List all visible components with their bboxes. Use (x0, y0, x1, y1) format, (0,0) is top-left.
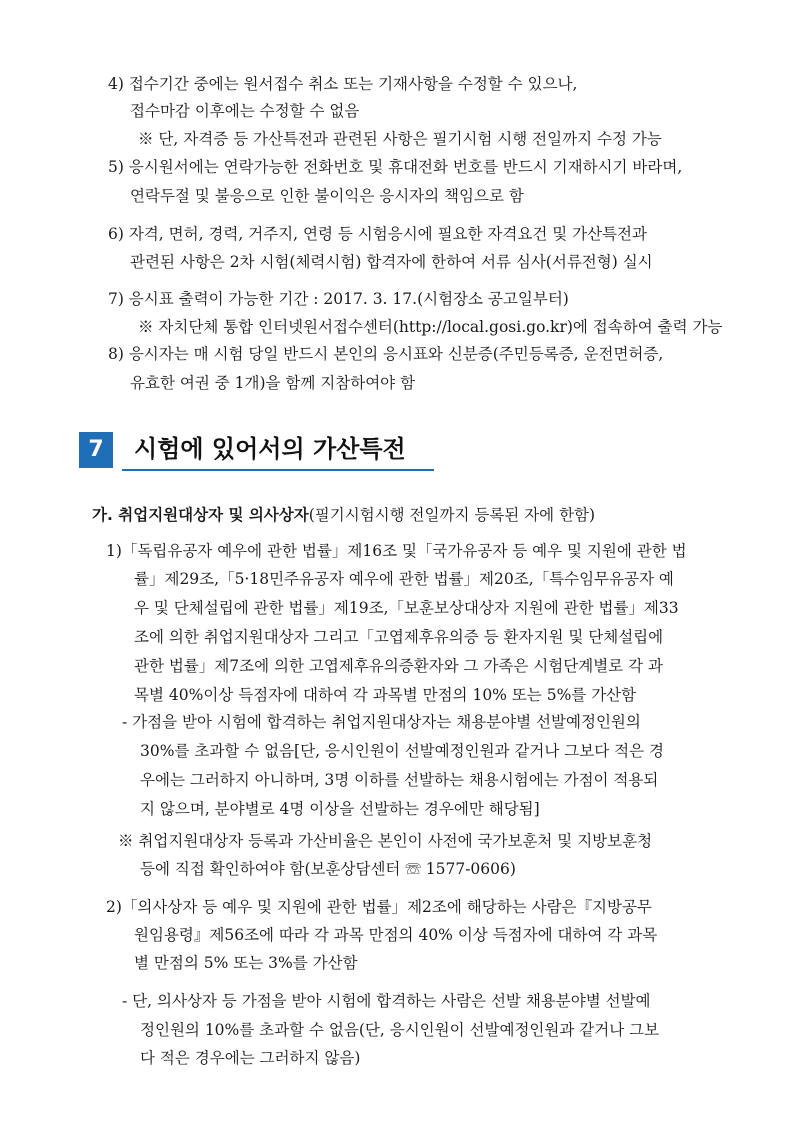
body-line-16: - 단, 의사상자 등 가점을 받아 시험에 합격하는 사람은 선발 채용분야별 선발예 (122, 992, 651, 1010)
item-8-line-1: 8) 응시자는 매 시험 당일 반드시 본인의 응시표와 신분증(주민등록증, 운전면허증, (108, 345, 664, 363)
section-number-badge: 7 (79, 432, 113, 468)
subsection-label: 가. 취업지원대상자 및 의사상자 (92, 506, 309, 524)
body-line-4: 조에 의한 취업지원대상자 그리고「고엽제후유의증 등 환자지원 및 단체설립에 (134, 628, 664, 646)
item-4-note: ※ 단, 자격증 등 가산특전과 관련된 사항은 필기시험 시행 전일까지 수정 가능 (138, 130, 662, 148)
item-8-line-2: 유효한 여권 중 1개)을 함께 지참하여야 함 (130, 374, 416, 392)
body-line-14: 원임용령』제56조에 따라 각 과목 만점의 40% 이상 득점자에 대하여 각 과목 (134, 926, 658, 944)
body-line-7: - 가점을 받아 시험에 합격하는 취업지원대상자는 채용분야별 선발예정인원의 (122, 713, 641, 731)
body-line-3: 우 및 단체설립에 관한 법률」제19조,「보훈보상대상자 지원에 관한 법률」제33 (134, 599, 679, 617)
body-line-2: 률」제29조,「5·18민주유공자 예우에 관한 법률」제20조,「특수임무유공자 예 (134, 570, 674, 588)
item-6-line-1: 6) 자격, 면허, 경력, 거주지, 연령 등 시험응시에 필요한 자격요건 및 가산특전과 (108, 225, 648, 243)
body-line-9: 우에는 그러하지 아니하며, 3명 이하를 선발하는 채용시험에는 가점이 적용되 (140, 771, 659, 789)
body-line-6: 목별 40%이상 득점자에 대하여 각 과목별 만점의 10% 또는 5%를 가산함 (134, 686, 637, 704)
body-line-15: 별 만점의 5% 또는 3%를 가산함 (134, 954, 358, 972)
item-5-line-1: 5) 응시원서에는 연락가능한 전화번호 및 휴대전화 번호를 반드시 기재하시기 바라며, (108, 158, 683, 176)
item-7-note: ※ 자치단체 통합 인터넷원서접수센터(http://local.gosi.go.kr)에 접속하여 출력 가능 (138, 318, 723, 336)
body-line-12: 등에 직접 확인하여야 함(보훈상담센터 ☏ 1577-0606) (140, 860, 516, 878)
body-line-18: 다 적은 경우에는 그러하지 않음) (140, 1049, 361, 1067)
item-5-line-2: 연락두절 및 불응으로 인한 불이익은 응시자의 책임으로 함 (130, 187, 524, 205)
item-4-line-2: 접수마감 이후에는 수정할 수 없음 (130, 102, 360, 120)
body-line-5: 관한 법률」제7조에 의한 고엽제후유의증환자와 그 가족은 시험단계별로 각 과 (134, 657, 663, 675)
item-6-line-2: 관련된 사항은 2차 시험(체력시험) 합격자에 한하여 서류 심사(서류전형) 실시 (130, 253, 653, 271)
body-line-1: 1)「독립유공자 예우에 관한 법률」제16조 및「국가유공자 등 예우 및 지원에 관한 법 (106, 542, 687, 560)
section-title: 시험에 있어서의 가산특전 (134, 435, 406, 463)
body-line-10: 지 않으며, 분야별로 4명 이상을 선발하는 경우에만 해당됨] (140, 800, 540, 818)
subsection-condition: (필기시험시행 전일까지 등록된 자에 한함) (308, 506, 596, 524)
subsection-heading (92, 505, 595, 525)
item-4-line-1: 4) 접수기간 중에는 원서접수 취소 또는 기재사항을 수정할 수 있으나, (108, 75, 578, 93)
body-line-8: 30%를 초과할 수 없음[단, 응시인원이 선발예정인원과 같거나 그보다 적은 경 (140, 742, 664, 760)
body-line-13: 2)「의사상자 등 예우 및 지원에 관한 법률」제2조에 해당하는 사람은『지방공무 (106, 898, 652, 916)
item-7-line-1: 7) 응시표 출력이 가능한 기간 : 2017. 3. 17.(시험장소 공고일부터) (108, 290, 569, 308)
body-line-11: ※ 취업지원대상자 등록과 가산비율은 본인이 사전에 국가보훈처 및 지방보훈청 (118, 832, 653, 850)
section-title-underline (122, 469, 434, 471)
body-line-17: 정인원의 10%를 초과할 수 없음(단, 응시인원이 선발예정인원과 같거나 그보 (140, 1021, 660, 1039)
